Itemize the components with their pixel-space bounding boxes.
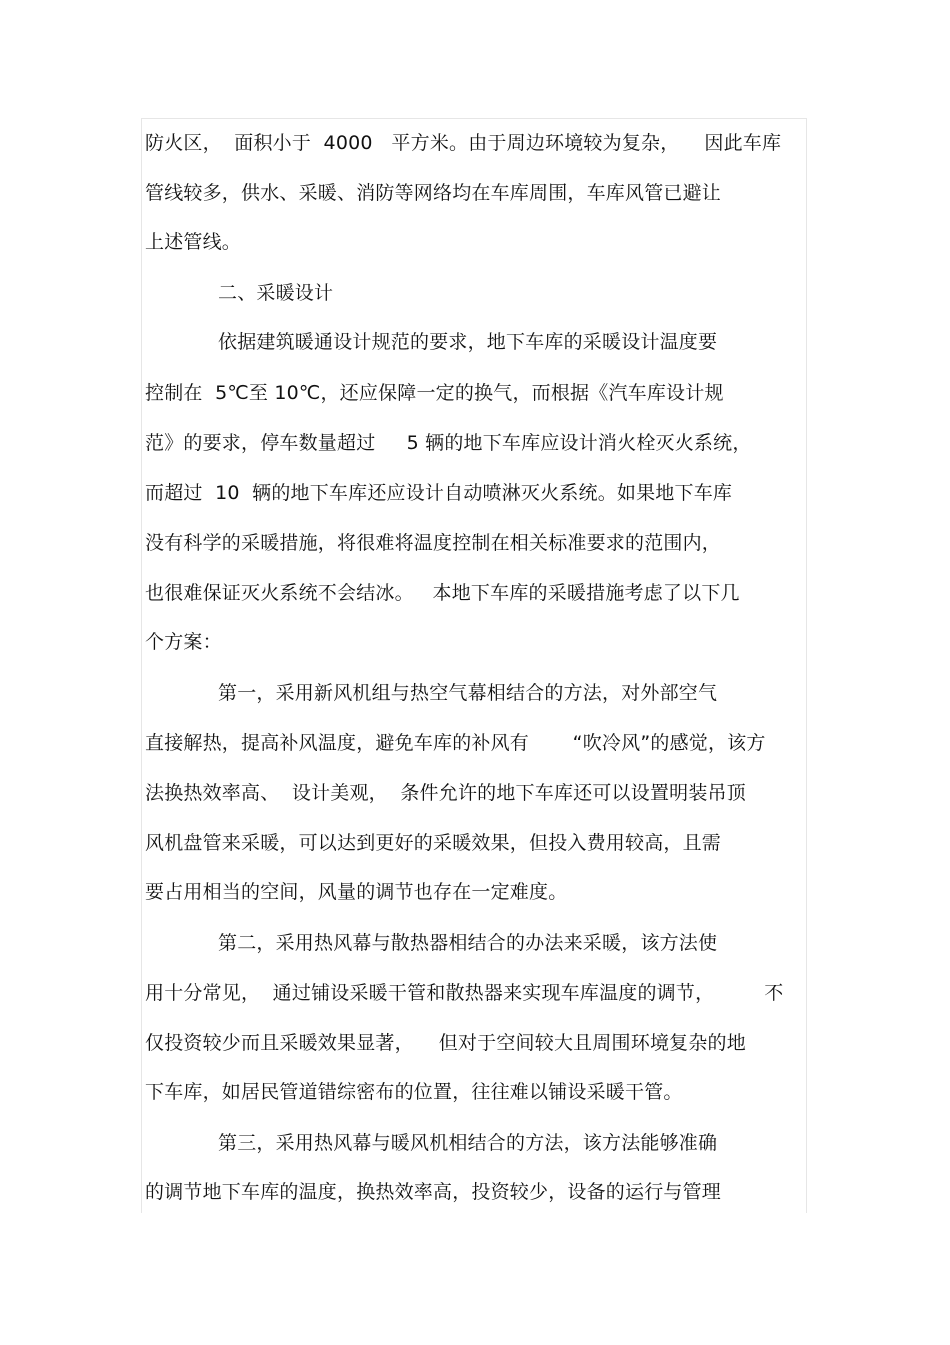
text-line-19: 仅投资较少而且采暖效果显著， 但对于空间较大且周围环境复杂的地 — [145, 1032, 746, 1054]
text-line-22: 的调节地下车库的温度，换热效率高，投资较少，设备的运行与管理 — [145, 1181, 722, 1203]
text-line-16: 要占用相当的空间，风量的调节也存在一定难度。 — [145, 881, 568, 903]
text-line-8: 而超过 10 辆的地下车库还应设计自动喷淋灭火系统。如果地下车库 — [145, 482, 733, 504]
text-line-15: 风机盘管来采暖，可以达到更好的采暖效果，但投入费用较高，且需 — [145, 832, 722, 854]
text-line-18: 用十分常见， 通过铺设采暖干管和散热器来实现车库温度的调节， 不 — [145, 982, 784, 1004]
text-line-3: 上述管线。 — [145, 231, 242, 253]
text-line-12: 第一，采用新风机组与热空气幕相结合的方法，对外部空气 — [218, 682, 718, 704]
text-line-13: 直接解热，提高补风温度，避免车库的补风有 “吹冷风”的感觉，该方 — [145, 732, 766, 754]
text-line-5: 依据建筑暖通设计规范的要求，地下车库的采暖设计温度要 — [218, 331, 718, 353]
text-line-9: 没有科学的采暖措施，将很难将温度控制在相关标准要求的范围内， — [145, 532, 722, 554]
section-heading: 二、采暖设计 — [218, 282, 334, 304]
text-line-10: 也很难保证灭火系统不会结冰。 本地下车库的采暖措施考虑了以下几 — [145, 582, 740, 604]
text-line-20: 下车库，如居民管道错综密布的位置，往往难以铺设采暖干管。 — [145, 1081, 683, 1103]
text-line-6: 控制在 5℃至 10℃，还应保障一定的换气，而根据《汽车库设计规 — [145, 382, 724, 404]
text-line-21: 第三，采用热风幕与暖风机相结合的方法，该方法能够准确 — [218, 1132, 718, 1154]
text-line-1: 防火区， 面积小于 4000 平方米。由于周边环境较为复杂， 因此车库 — [145, 132, 782, 154]
text-line-14: 法换热效率高、 设计美观， 条件允许的地下车库还可以设置明装吊顶 — [145, 782, 746, 804]
text-line-11: 个方案： — [145, 631, 222, 653]
text-line-17: 第二，采用热风幕与散热器相结合的办法来采暖，该方法使 — [218, 932, 718, 954]
text-line-2: 管线较多，供水、采暖、消防等网络均在车库周围，车库风管已避让 — [145, 182, 722, 204]
text-line-7: 范》的要求，停车数量超过 5 辆的地下车库应设计消火栓灭火系统， — [145, 432, 752, 454]
